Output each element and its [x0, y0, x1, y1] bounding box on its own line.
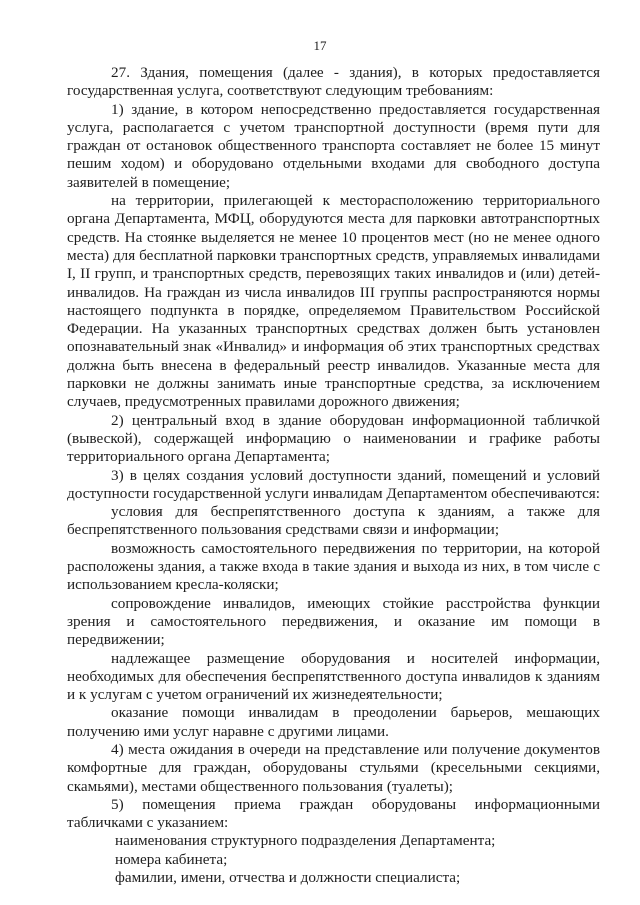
- paragraph-item-1-building: 1) здание, в котором непосредственно предоставляется государственная услуга, располагается с учетом транспортной доступности (время пути для граждан от остановок общественного транспорта составляет не более 15 минут пешим ходом) и оборудовано отдельными входами для свободного доступа заявителей в помещение;: [67, 100, 600, 191]
- paragraph-equipment-placement: надлежащее размещение оборудования и носителей информации, необходимых для обеспечения беспрепятственного доступа инвалидов к зданиям и к услугам с учетом ограничений их жизнедеятельности;: [67, 649, 600, 704]
- paragraph-escort: сопровождение инвалидов, имеющих стойкие расстройства функции зрения и самостоятельного передвижения, и оказание им помощи в передвижении;: [67, 594, 600, 649]
- paragraph-item-2-entrance: 2) центральный вход в здание оборудован информационной табличкой (вывеской), содержащей информацию о наименовании и графике работы территориального органа Департамента;: [67, 411, 600, 466]
- paragraph-item-4-waiting: 4) места ожидания в очереди на представление или получение документов комфортные для граждан, оборудованы стульями (кресельными секциями, скамьями), местами общественного пользования (туалеты);: [67, 740, 600, 795]
- list-item-specialist-name: фамилии, имени, отчества и должности специалиста;: [115, 869, 461, 887]
- list-item-department-unit: наименования структурного подразделения Департамента;: [115, 832, 496, 850]
- paragraph-parking: на территории, прилегающей к месторасположению территориального органа Департамента, МФЦ, оборудуются места для парковки автотранспортных средств. На стоянке выделяется не менее 10 процентов мест (но не менее одного места) для бесплатной парковки транспортных средств, управляемых инвалидами I, II групп, и транспортных средств, перевозящих таких инвалидов и (или) детей-инвалидов. На граждан из числа инвалидов III группы распространяются нормы настоящего подпункта в порядке, определяемом Правительством Российской Федерации. На указанных транспортных средствах должен быть установлен опознавательный знак «Инвалид» и информация об этих транспортных средствах должна быть внесена в федеральный реестр инвалидов. Указанные места для парковки не должны занимать иные транспортные средства, за исключением случаев, предусмотренных правилами дорожного движения;: [67, 192, 600, 411]
- paragraph-item-5-signs: 5) помещения приема граждан оборудованы информационными табличками с указанием:: [67, 795, 600, 832]
- document-body: [67, 64, 600, 887]
- paragraph-item-3-accessibility: 3) в целях создания условий доступности зданий, помещений и условий доступности государственной услуги инвалидам Департаментом обеспечиваются:: [67, 466, 600, 502]
- paragraph-access-conditions: условия для беспрепятственного доступа к зданиям, а также для беспрепятственного пользования средствами связи и информации;: [67, 503, 600, 539]
- list-item-room-number: номера кабинета;: [115, 850, 228, 868]
- paragraph-barrier-assistance: оказание помощи инвалидам в преодолении барьеров, мешающих получению ими услуг наравне с другими лицами.: [67, 704, 600, 740]
- paragraph-independent-movement: возможность самостоятельного передвижения по территории, на которой расположены здания, а также входа в такие здания и выхода из них, в том числе с использованием кресла-коляски;: [67, 539, 600, 594]
- paragraph-27-intro: 27. Здания, помещения (далее - здания), в которых предоставляется государственная услуга, соответствуют следующим требованиям:: [67, 64, 600, 100]
- page-number: 17: [313, 38, 327, 53]
